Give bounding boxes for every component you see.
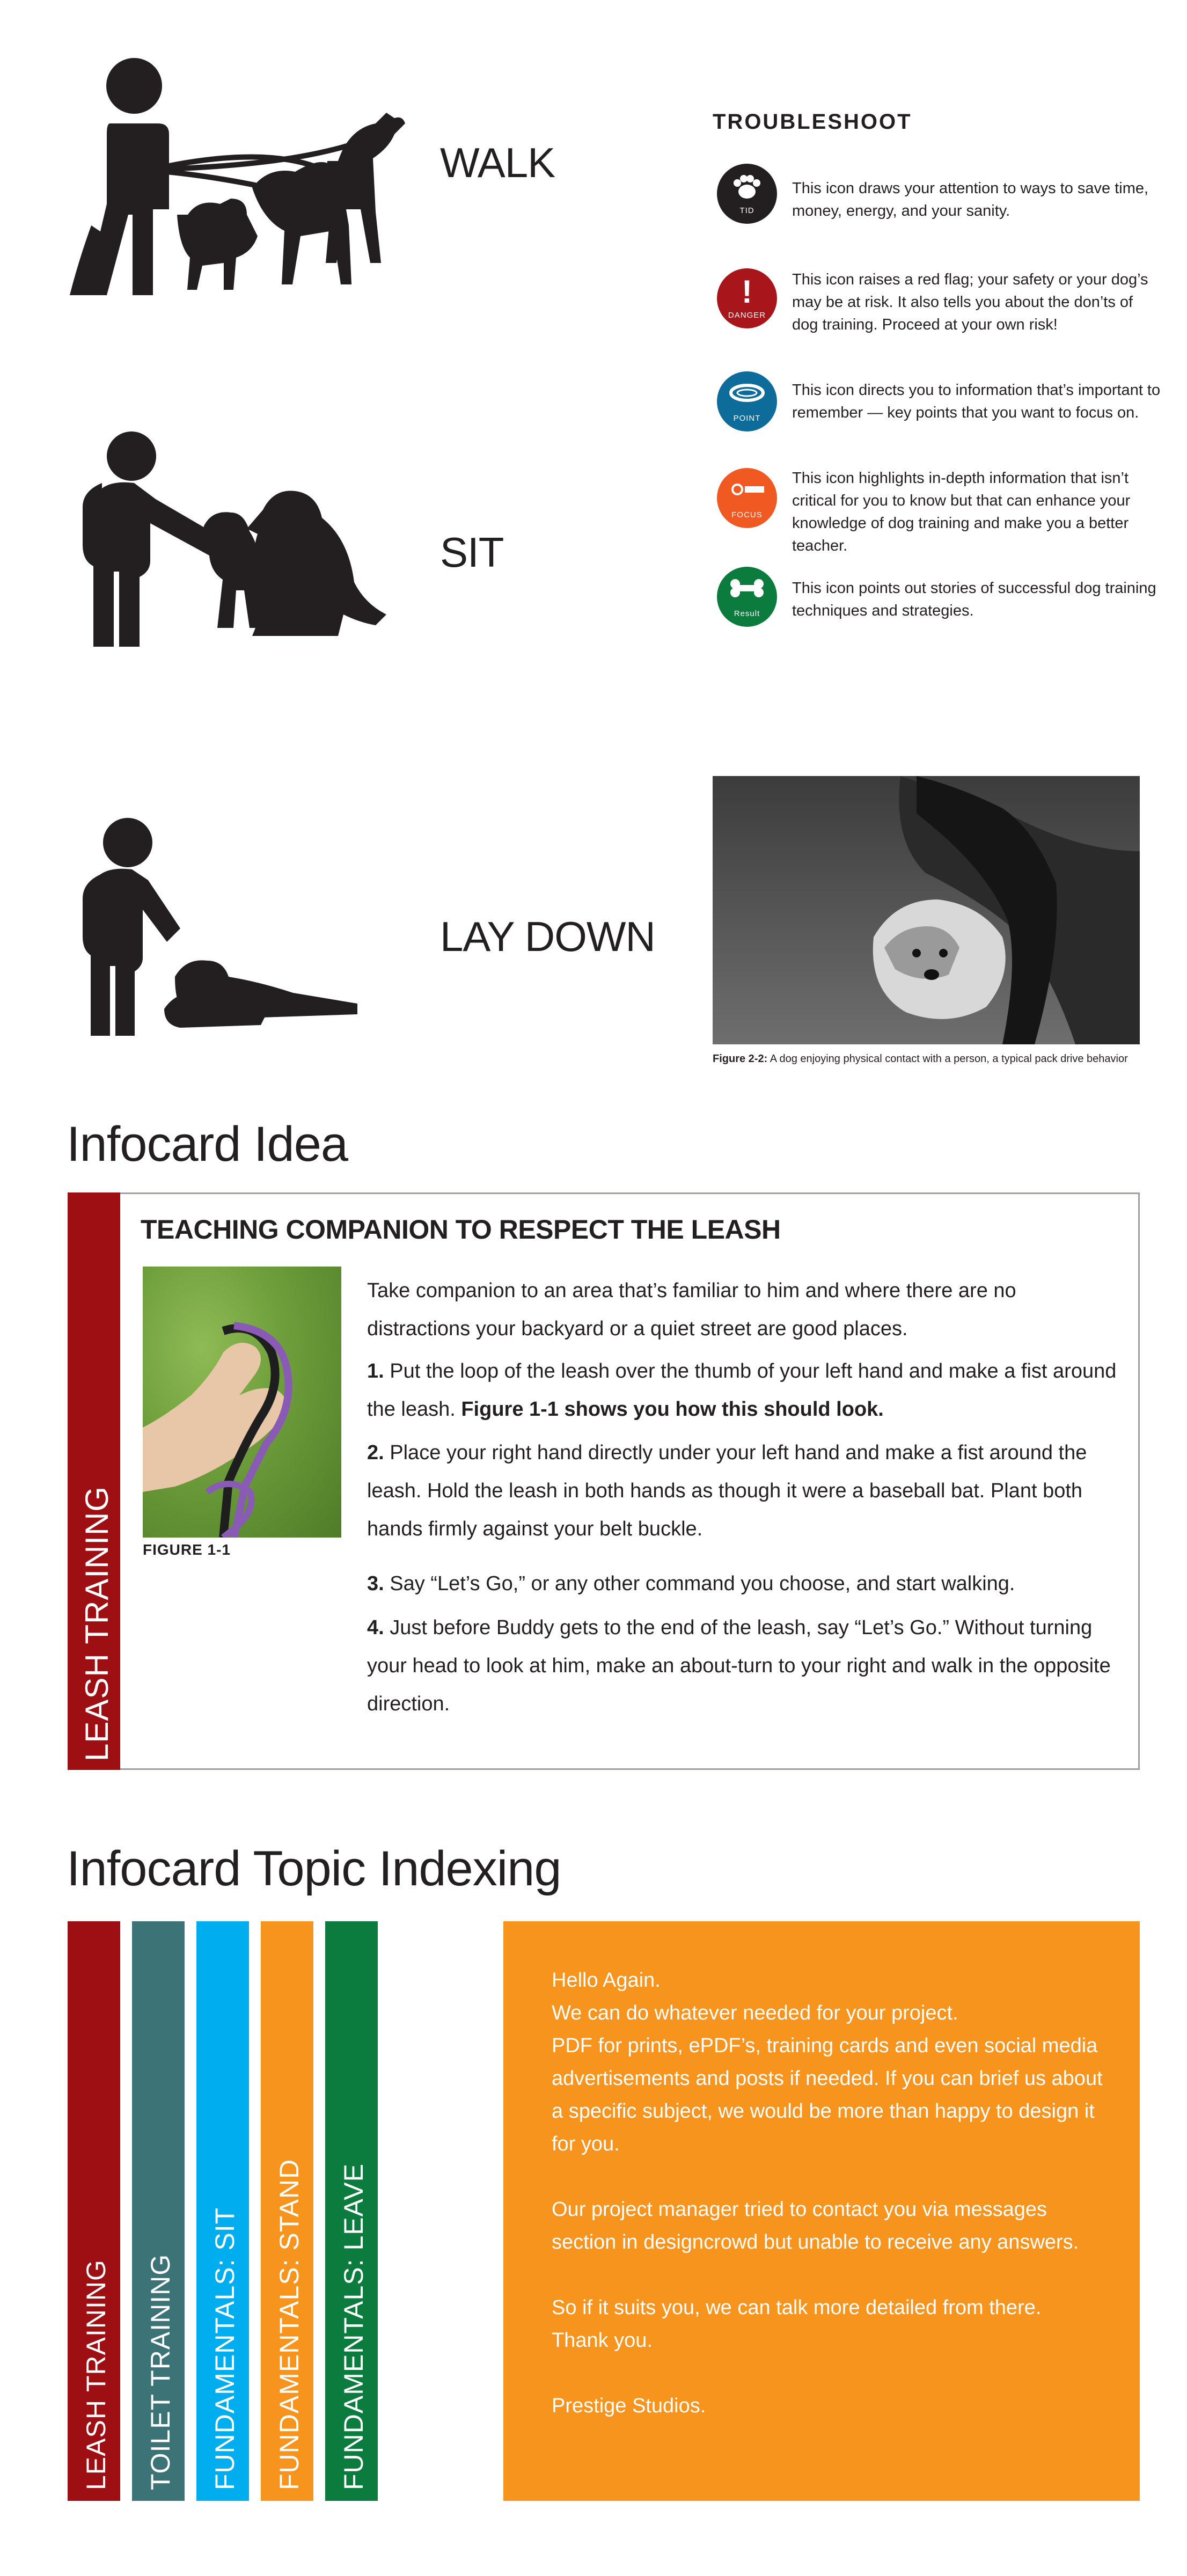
- step-4-number: 4.: [367, 1616, 384, 1639]
- step-1-number: 1.: [367, 1360, 384, 1382]
- topic-indexing-title: Infocard Topic Indexing: [67, 1841, 561, 1896]
- troubleshoot-title: TROUBLESHOOT: [713, 110, 912, 134]
- infocard-step-3: [367, 1565, 1118, 1603]
- infocard-idea-title: Infocard Idea: [67, 1117, 348, 1172]
- step-1-bold: Figure 1-1 shows you how this should look.: [461, 1398, 884, 1421]
- bone-icon: [717, 567, 777, 627]
- sit-illustration: [70, 429, 402, 665]
- infocard-intro: Take companion to an area that’s familiar to him and where there are no distractions your backyard or a quiet street are good places.: [367, 1279, 1016, 1340]
- tab-leash-training[interactable]: [68, 1921, 120, 2501]
- troubleshoot-text-tip: This icon draws your attention to ways to save time, money, energy, and your sanity.: [792, 180, 1149, 219]
- infocard-step-1: [367, 1352, 1118, 1429]
- troubleshoot-text-focus: This icon highlights in-depth information that isn’t critical for you to know but that can enhance your knowledge of dog training and make you a better teacher.: [792, 470, 1131, 554]
- lay-down-illustration: [68, 816, 368, 1052]
- step-2-number: 2.: [367, 1441, 384, 1464]
- message-text: [552, 1964, 1110, 2423]
- tab-toilet-training[interactable]: [132, 1921, 185, 2501]
- figure-2-2-caption: [713, 1053, 1128, 1065]
- message-line: We can do whatever needed for your project.: [552, 2002, 958, 2024]
- message-line: Hello Again.: [552, 1969, 661, 1992]
- tab-fundamentals-stand-label: FUNDAMENTALS: STAND: [274, 2158, 304, 2490]
- troubleshoot-text-result: This icon points out stories of successful dog training techniques and strategies.: [792, 580, 1156, 619]
- tab-fundamentals-sit[interactable]: [196, 1921, 249, 2501]
- figure-1-1-photo: [143, 1267, 341, 1538]
- message-signature: Prestige Studios.: [552, 2395, 706, 2417]
- tab-fundamentals-leave[interactable]: [325, 1921, 378, 2501]
- focus-icon: [717, 468, 777, 528]
- danger-icon-label: DANGER: [728, 311, 766, 320]
- command-walk-label: WALK: [440, 139, 555, 186]
- tab-leash-training-label: LEASH TRAINING: [81, 2259, 111, 2490]
- figure-2-2-photo: [713, 776, 1140, 1044]
- message-line: So if it suits you, we can talk more detailed from there.: [552, 2296, 1042, 2319]
- step-3-text: Say “Let’s Go,” or any other command you choose, and start walking.: [390, 1572, 1015, 1595]
- message-paragraph: Our project manager tried to contact you via messages section in designcrowd but unable to receive any answers.: [552, 2198, 1079, 2253]
- step-3-number: 3.: [367, 1572, 384, 1595]
- infocard-step-2: [367, 1434, 1118, 1548]
- tab-toilet-training-label: TOILET TRAINING: [145, 2253, 175, 2490]
- focus-icon-label: FOCUS: [731, 510, 763, 519]
- exclamation-icon: ! DANGER: [717, 268, 777, 328]
- infocard-step-4: [367, 1609, 1118, 1723]
- paw-icon: [717, 164, 777, 224]
- tab-fundamentals-leave-label: FUNDAMENTALS: LEAVE: [339, 2163, 369, 2490]
- infocard-side-bar: [68, 1192, 120, 1770]
- step-1-text: Put the loop of the leash over the thumb of your left hand and make a fist around the leash.: [367, 1360, 1117, 1421]
- message-line: Thank you.: [552, 2329, 653, 2352]
- figure-2-2-label: Figure 2-2:: [713, 1053, 768, 1065]
- tip-icon-label: TID: [739, 206, 754, 215]
- walk-illustration: [59, 54, 424, 301]
- command-lay-down-label: LAY DOWN: [440, 913, 655, 960]
- figure-2-2-caption-text: A dog enjoying physical contact with a person, a typical pack drive behavior: [770, 1053, 1128, 1065]
- figure-1-1-label: FIGURE 1-1: [143, 1541, 231, 1558]
- command-sit-label: SIT: [440, 529, 504, 576]
- infocard-side-label: LEASH TRAINING: [79, 1485, 115, 1761]
- result-icon-label: Result: [734, 609, 760, 618]
- collar-icon: [717, 371, 777, 431]
- tab-fundamentals-sit-label: FUNDAMENTALS: SIT: [210, 2207, 240, 2490]
- infocard-heading: TEACHING COMPANION TO RESPECT THE LEASH: [141, 1214, 781, 1245]
- message-line: PDF for prints, ePDF’s, training cards and even social media advertisements and posts if needed. If you can brief us about a specific subject, we would be more than happy to design it for you.: [552, 2035, 1103, 2155]
- troubleshoot-text-point: This icon directs you to information that’s important to remember — key points that you want to focus on.: [792, 382, 1161, 421]
- tab-fundamentals-stand[interactable]: [261, 1921, 313, 2501]
- message-box: [503, 1921, 1140, 2501]
- troubleshoot-text-danger: This icon raises a red flag; your safety or your dog’s may be at risk. It also tells you about the don’ts of dog training. Proceed at your own risk!: [792, 271, 1148, 333]
- step-4-text: Just before Buddy gets to the end of the leash, say “Let’s Go.” Without turning your head to look at him, make an about-turn to your right and walk in the opposite direction.: [367, 1616, 1111, 1715]
- point-icon-label: POINT: [733, 414, 761, 423]
- step-2-text: Place your right hand directly under your left hand and make a fist around the leash. Hold the leash in both hands as though it were a baseball bat. Plant both hands firmly against your belt buckle.: [367, 1441, 1087, 1540]
